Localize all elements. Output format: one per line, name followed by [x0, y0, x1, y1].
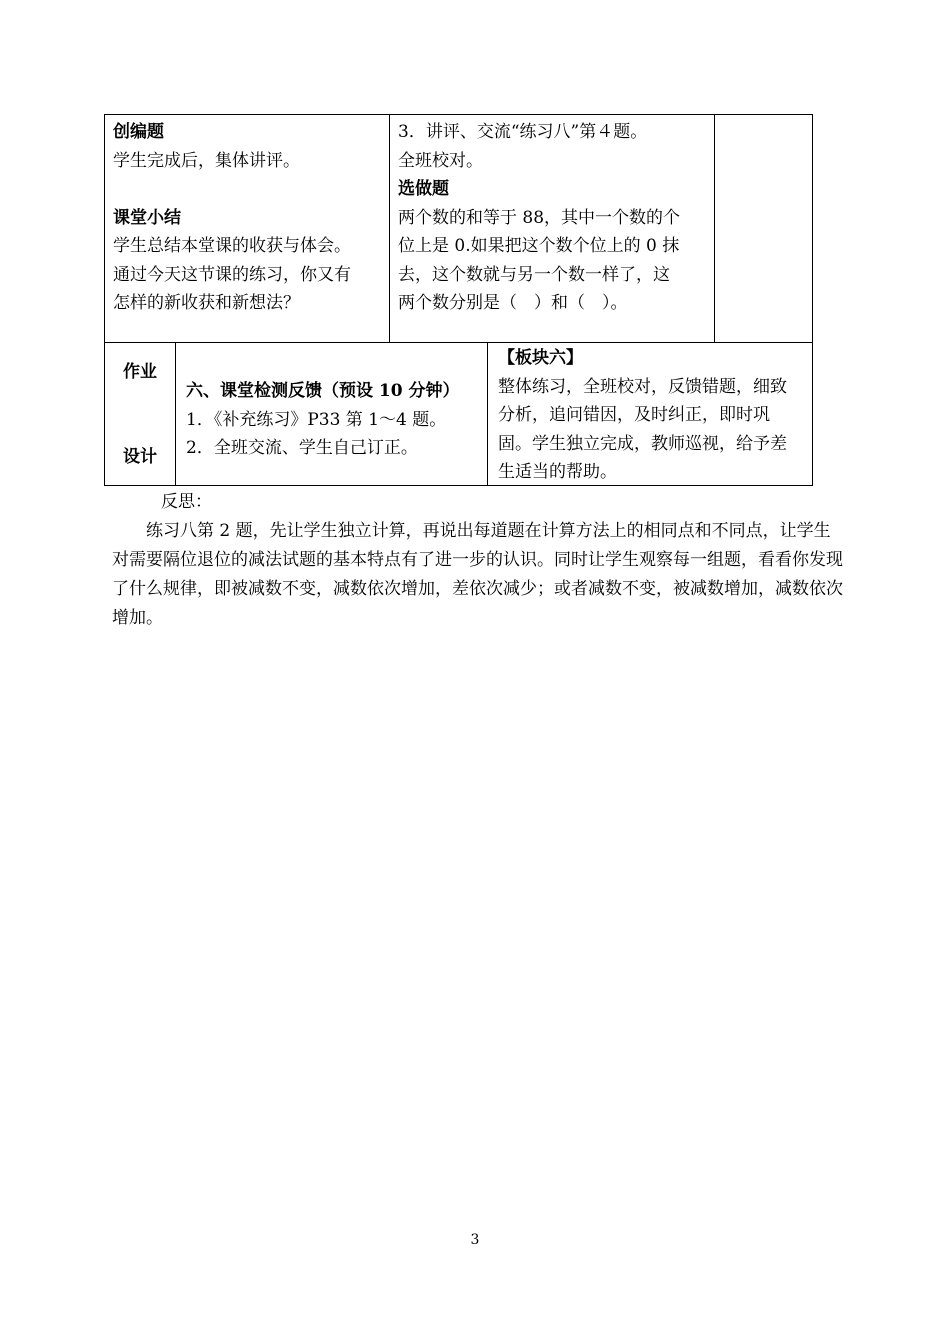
text-line: 两个数分别是（ ）和（ ）。 [398, 293, 628, 313]
label-homework: 作业 [123, 362, 157, 382]
text-line: 全班校对。 [398, 150, 483, 171]
text-line: 通过今天这节课的练习，你又有 [113, 264, 351, 285]
text-line: 固。学生独立完成，教师巡视，给予差 [498, 433, 787, 454]
reflection-section [112, 488, 844, 633]
text-line: 3．讲评、交流“练习八”第４题。 [398, 122, 648, 142]
text-line: 整体练习，全班校对，反馈错题，细致 [498, 376, 787, 397]
homework-label-cell [105, 343, 176, 485]
text-line: 两个数的和等于 88，其中一个数的个 [398, 207, 681, 228]
text-line: 怎样的新收获和新想法？ [113, 293, 300, 313]
text-line: 生适当的帮助。 [498, 462, 617, 482]
heading-create-problem: 创编题 [113, 122, 164, 142]
heading-feedback: 六、课堂检测反馈（预设 10 分钟） [186, 381, 460, 401]
guidance-cell [390, 115, 715, 342]
reflection-paragraph: 练习八第 2 题，先让学生独立计算，再说出每道题在计算方法上的相同点和不同点，让学生对需要隔位退位的减法试题的基本特点有了进一步的认识。同时让学生观察每一组题，看看你发现了什么规律，即被减数不变，减数依次增加，差依次减少；或者减数不变，被减数增加，减数依次增加。 [112, 521, 843, 628]
homework-table [104, 343, 813, 486]
text-line: 学生完成后，集体讲评。 [113, 150, 300, 171]
heading-block-six: 【板块六】 [498, 348, 583, 368]
reflection-label: 反思： [161, 492, 212, 512]
text-line: 分析，追问错因，及时纠正，即时巩 [498, 405, 770, 425]
activity-cell [105, 115, 390, 342]
text-line: 1．《补充练习》P33 第 1～4 题。 [186, 409, 447, 430]
text-line: 学生总结本堂课的收获与体会。 [113, 236, 351, 256]
block-six-cell [488, 343, 812, 485]
page-number: 3 [470, 1232, 480, 1248]
label-design: 设计 [123, 447, 157, 467]
heading-optional-problem: 选做题 [398, 179, 449, 199]
lesson-table-top [104, 114, 813, 343]
homework-content-cell [176, 343, 488, 485]
text-line: 2．全班交流、学生自己订正。 [186, 438, 418, 458]
heading-lesson-summary: 课堂小结 [113, 207, 181, 228]
empty-cell [715, 115, 812, 342]
text-line: 去，这个数就与另一个数一样了，这 [398, 264, 670, 285]
text-line: 位上是 0.如果把这个数个位上的 0 抹 [398, 236, 680, 256]
